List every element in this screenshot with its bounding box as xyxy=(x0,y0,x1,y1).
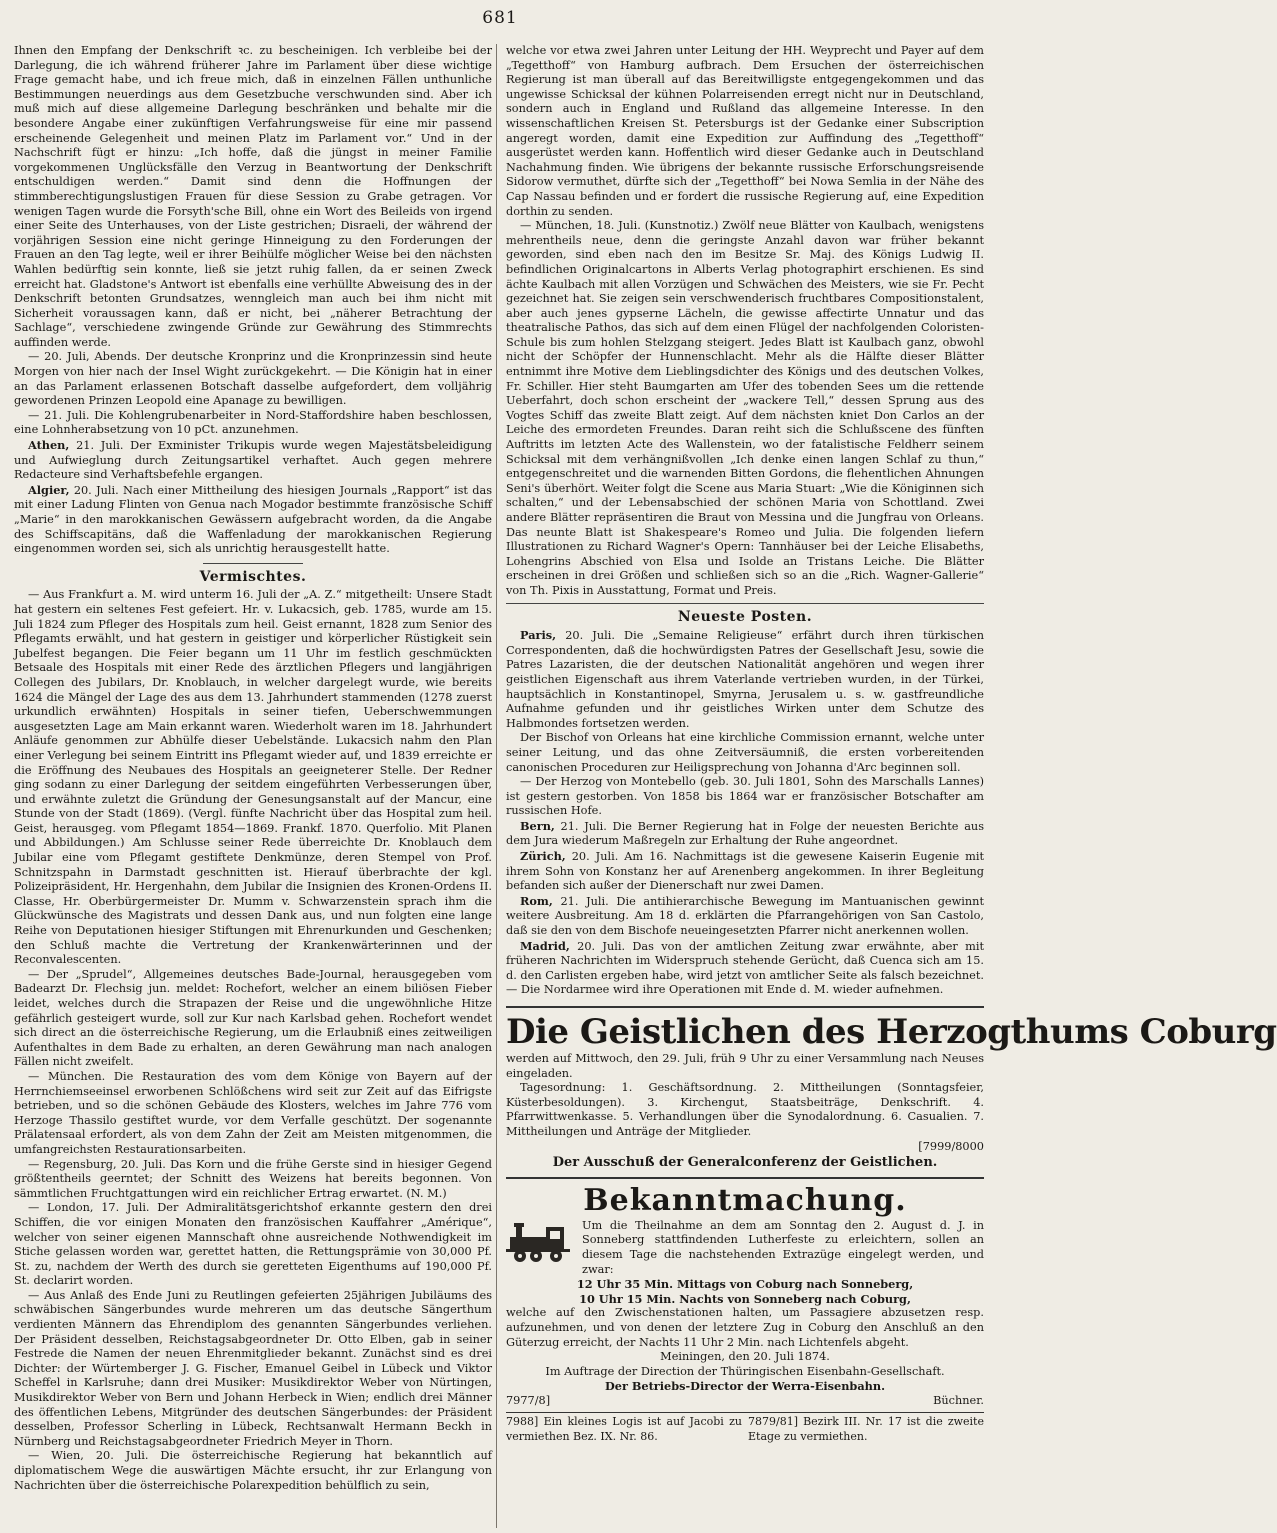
article-text: 20. Juli. Am 16. Nachmittags ist die gewesene Kaiserin Eugenie mit ihrem Sohn von Konstanz her auf Arenenberg angekommen. In ihrer Begleitung befanden sich außer der Dienerschaft nur zwei Damen. xyxy=(506,850,984,893)
article-paragraph xyxy=(506,849,984,894)
advertisement-coburg xyxy=(506,1006,1277,1171)
article-paragraph xyxy=(506,819,984,849)
article-text: 20. Juli. Das von der amtlichen Zeitung zwar erwähnte, aber mit früheren Nachrichten im Widerspruch stehende Gerücht, daß Cuenca sich am 15. d. den Carlisten ergeben habe, wird jetzt von amtlicher Seite als falsch bezeichnet. — Die Nordarmee wird ihre Operationen mit Ende d. M. wieder aufnehmen. xyxy=(506,939,984,997)
locomotive-icon xyxy=(506,1221,576,1263)
classified-ads xyxy=(506,1412,984,1444)
dateline-place: Rom, xyxy=(520,893,553,908)
left-column xyxy=(14,44,492,1528)
article-text: 21. Juli. Der Exminister Trikupis wurde wegen Majestätsbeleidigung und Aufwieglung durch Zeitungsartikel verhaftet. Auch gegen mehrere Redacteure sind Verhaftsbefehle ergangen. xyxy=(14,439,492,482)
article-paragraph: Der Bischof von Orleans hat eine kirchliche Commission ernannt, welche unter seiner Leitung, und das ohne Zeitversäumniß, die ersten vorbereitenden canonischen Proceduren zur Heiligsprechung von Johanna d'Arc beginnen soll. xyxy=(506,731,984,774)
article-paragraph: — 21. Juli. Die Kohlengrubenarbeiter in Nord-Staffordshire haben beschlossen, eine Lohnherabsetzung von 10 pCt. anzunehmen. xyxy=(14,408,492,437)
article-paragraph: — Der Herzog von Montebello (geb. 30. Juli 1801, Sohn des Marschalls Lannes) ist gestern gestorben. Von 1858 bis 1864 war er französischer Botschafter am russischen Hofe. xyxy=(506,775,984,818)
separator xyxy=(203,563,303,564)
ad-text: Um die Theilnahme an dem am Sonntag den 2. August d. J. in Sonneberg stattfindenden Lutherfeste zu erleichtern, sollen an diesem Tage die nachstehenden Extrazüge eingelegt werden, und zwar: xyxy=(582,1218,984,1276)
article-paragraph xyxy=(506,628,984,731)
article-text: 20. Juli. Nach einer Mittheilung des hiesigen Journals „Rapport“ ist das mit einer Ladung Flinten von Genua nach Mogador bestimmte französische Schiff „Marie“ in den marokkanischen Gewässern aufgebracht worden, da die Angabe des Schiffscapitäns, daß die Waffenladung der marokkanischen Regierung eingenommen worden sei, sich als unrichtig herausgestellt hatte. xyxy=(14,483,492,556)
article-text: 20. Juli. Die „Semaine Religieuse“ erfährt durch ihren türkischen Correspondenten, daß die hochwürdigsten Patres der Gesellschaft Jesu, sowie die Patres Lazaristen, die der deutschen Nationalität angehören und wegen ihrer geistlichen Eigenschaft aus ihrem Vaterlande vertrieben wurden, in der Türkei, hauptsächlich in Konstantinopel, Smyrna, Jerusalem u. s. w. gastfreundliche Aufnahme gefunden und ihr geistliches Wirken unter dem Schutze des Halbmondes fortsetzen werden. xyxy=(506,629,984,730)
ad-headline: Bekanntmachung. xyxy=(583,1182,907,1218)
article-paragraph: — Der „Sprudel“, Allgemeines deutsches Bade-Journal, herausgegeben vom Badearzt Dr. Flechsig jun. meldet: Rochefort, welcher an einem biliösen Fieber leidet, welches durch die Strapazen der Reise und die ungewöhnliche Hitze gefährlich gesteigert wurde, soll zur Kur nach Karlsbad gehen. Rochefort wendet sich direct an die österreichische Regierung, um die Erlaubniß eines zeitweiligen Aufenthaltes in dem Bade zu erhalten, an deren Gewährung man nach analogen Fällen nicht zweifelt. xyxy=(14,967,492,1069)
article-paragraph: — Wien, 20. Juli. Die österreichische Regierung hat bekanntlich auf diplomatischem Wege die auswärtigen Mächte ersucht, ihr zur Erlangung von Nachrichten über die österreichische Polarexpedition behülflich zu sein, xyxy=(14,1449,492,1492)
ad-number: [7999/8000 xyxy=(918,1139,984,1153)
article-paragraph: — London, 17. Juli. Der Admiralitätsgerichtshof erkannte gestern den drei Schiffen, die vor einigen Monaten den französischen Kauffahrer „Amérique“, welcher von seiner eigenen Mannschaft ohne ausreichende Nothwendigkeit im Stiche gelassen worden war, gerettet hatten, die Rettungsprämie von 30,000 Pf. St. zu, nachdem der Werth des durch sie geretteten Eigenthums auf 190,000 Pf. St. declarirt worden. xyxy=(14,1201,492,1288)
dateline-place: Algier, xyxy=(28,482,70,497)
ad-number: 7977/8] xyxy=(506,1393,551,1407)
dateline-place: Madrid, xyxy=(520,938,570,953)
section-title-neueste-posten: Neueste Posten. xyxy=(677,608,813,625)
ad-headline: Die Geistlichen des Herzogthums Coburg xyxy=(506,1012,1277,1052)
ad-agenda: Tagesordnung: 1. Geschäftsordnung. 2. Mittheilungen (Sonntagsfeier, Küsterbesoldungen). 3. Kirchengut, Staatsbeiträge, Denkschrift. 4. Pfarrwittwenkasse. 5. Verhandlungen über die Synodalordnung. 6. Casualien. 7. Mittheilungen und Anträge der Mitglieder. xyxy=(506,1081,984,1138)
section-title-vermischtes: Vermischtes. xyxy=(199,568,307,585)
article-paragraph: — Aus Anlaß des Ende Juni zu Reutlingen gefeierten 25jährigen Jubiläums des schwäbischen Sängerbundes wurde mehreren um das deutsche Sängerthum verdienten Männern das Ehrendiplom des genannten Sängerbundes verliehen. Der Präsident desselben, Reichstagsabgeordneter Dr. Otto Elben, gab in seiner Festrede die Namen der neuen Ehrenmitglieder bekannt. Zunächst sind es drei Dichter: der Würtemberger J. G. Fischer, Emanuel Geibel in Lübeck und Viktor Scheffel in Karlsruhe; dann drei Musiker: Musikdirektor Weber von Nürtingen, Musikdirektor Weber von Bern und Johann Herbeck in Wien; endlich drei Männer des öffentlichen Lebens, Mitgründer des deutschen Sängerbundes: der Präsident desselben, Professor Scherling in Lübeck, Rechtsanwalt Hermann Beckh in Nürnberg und Reichstagsabgeordneter Friedrich Meyer in Thorn. xyxy=(14,1288,492,1448)
right-column xyxy=(506,44,1277,1528)
classified-ad-logis: 7988] Ein kleines Logis ist auf Jacobi zu vermiethen Bez. IX. Nr. 86. xyxy=(506,1415,742,1444)
dateline-place: Paris, xyxy=(520,628,557,643)
ad-signature: Der Betriebs-Director der Werra-Eisenbahn. xyxy=(604,1379,886,1394)
ad-date: Meiningen, den 20. Juli 1874. xyxy=(660,1350,830,1364)
ad-footer xyxy=(506,1394,984,1409)
dateline-place: Zürich, xyxy=(520,849,566,864)
advertisement-bekanntmachung xyxy=(506,1177,984,1409)
article-paragraph xyxy=(14,483,492,557)
ad-text: werden auf Mittwoch, den 29. Juli, früh 9 Uhr zu einer Versammlung nach Neuses eingeladen. xyxy=(506,1052,984,1080)
article-paragraph: — Aus Frankfurt a. M. wird unterm 16. Juli der „A. Z.“ mitgetheilt: Unsere Stadt hat gestern ein seltenes Fest gefeiert. Hr. v. Lukacsich, geb. 1785, wurde am 15. Juli 1824 zum Pfleger des Hospitals zum heil. Geist ernannt, 1828 zum Senior des Pflegamts erwählt, und hat gestern in geistiger und körperlicher Rüstigkeit sein Jubelfest begangen. Die Feier begann um 11 Uhr im festlich geschmückten Betsaale des Hospitals mit einer Rede des ärztlichen Pflegers und langjährigen Collegen des Jubilars, Dr. Knoblauch, in welcher dargelegt wurde, wie bereits 1624 die Mängel der Lage des aus dem 13. Jahrhundert stammenden (1278 zuerst urkundlich erwähnten) Hospitals in seiner tiefen, Ueberschwemmungen ausgesetzten Lage am Main erkannt waren. Wiederholt waren im 18. Jahrhundert Anläufe genommen zur Abhülfe dieser Uebelstände. Lukacsich nahm den Plan einer Verlegung bei seinem Eintritt ins Pflegamt wieder auf, und 1839 erreichte er die Eröffnung des Neubaues des Hospitals an geeigneterer Stelle. Der Redner ging sodann zu einer Darlegung der seitdem eingeführten Verbesserungen über, und erwähnte zuletzt die Gründung der Genesungsanstalt auf der Mancur, eine Stunde von der Stadt (1869). (Vergl. fünfte Nachricht über das Hospital zum heil. Geist, herausgeg. vom Pflegamt 1854—1869. Frankf. 1870. Querfolio. Mit Planen und Abbildungen.) Am Schlusse seiner Rede überreichte Dr. Knoblauch dem Jubilar eine vom Pflegamt gestiftete Denkmünze, deren Stempel von Prof. Schnitzspahn in Darmstadt geschnitten ist. Hierauf überbrachte der kgl. Polizeipräsident, Hr. Hergenhahn, dem Jubilar die Insignien des Kronen-Ordens II. Classe, Hr. Oberbürgermeister Dr. Mumm v. Schwarzenstein sprach ihm die Glückwünsche des Magistrats und dessen Dank aus, und nun folgten eine lange Reihe von Deputationen hiesiger Stiftungen mit Ehrenurkunden und Geschenken; den Schluß machte die Vertretung der Krankenwärterinnen und der Reconvalescenten. xyxy=(14,588,492,967)
article-paragraph xyxy=(506,939,984,998)
ad-authority: Im Auftrage der Direction der Thüringischen Eisenbahn-Gesellschaft. xyxy=(545,1364,945,1378)
article-paragraph xyxy=(14,438,492,483)
dateline-place: Bern, xyxy=(520,818,555,833)
article-paragraph: — Regensburg, 20. Juli. Das Korn und die frühe Gerste sind in hiesiger Gegend größtentheils geerntet; der Schnitt des Weizens hat bereits begonnen. Von sämmtlichen Fruchtgattungen wird ein reichlicher Ertrag erwartet. (N. M.) xyxy=(14,1157,492,1200)
article-paragraph: welche vor etwa zwei Jahren unter Leitung der HH. Weyprecht und Payer auf dem „Tegetthoff“ von Hamburg aufbrach. Dem Ersuchen der österreichischen Regierung ist man überall auf das Bereitwilligste entgegengekommen und das ungewisse Schicksal der kühnen Polarreisenden erregt nicht nur in Deutschland, sondern auch in England und Rußland das allgemeine Interesse. In den wissenschaftlichen Kreisen St. Petersburgs ist der Gedanke einer Subscription angeregt worden, damit eine Expedition zur Auffindung des „Tegetthoff“ ausgerüstet werden kann. Hoffentlich wird dieser Gedanke auch in Deutschland Nachahmung finden. Wie übrigens der bekannte russische Erforschungsreisende Sidorow vermuthet, dürfte sich der „Tegetthoff“ bei Nowa Semlia in der Nähe des Cap Nassau befinden und er fordert die russische Regierung auf, eine Expedition dorthin zu senden. xyxy=(506,44,984,218)
dateline-place: Athen, xyxy=(28,438,70,453)
separator xyxy=(506,603,984,604)
article-paragraph xyxy=(506,894,984,939)
train-schedule-1: 12 Uhr 35 Min. Mittags von Coburg nach Sonneberg, xyxy=(576,1277,914,1292)
article-paragraph: — 20. Juli, Abends. Der deutsche Kronprinz und die Kronprinzessin sind heute Morgen von hier nach der Insel Wight zurückgekehrt. — Die Königin hat in einer an das Parlament erlassenen Botschaft dasselbe aufgefordert, dem volljährig gewordenen Prinzen Leopold eine Apanage zu bewilligen. xyxy=(14,350,492,408)
article-paragraph: Ihnen den Empfang der Denkschrift ꝛc. zu bescheinigen. Ich verbleibe bei der Darlegung, die ich während früherer Jahre im Parlament über diese wichtige Frage gemacht habe, und ich freue mich, daß in einzelnen Fällen unthunliche Bestimmungen neuerdings aus dem Gesetzbuche verschwunden sind. Aber ich muß mich auf diese allgemeine Darlegung beschränken und behalte mir die besondere Angabe einer zukünftigen Verfahrungsweise für eine mir passend erscheinende Gelegenheit und meinen Platz im Parlament vor.“ Und in der Nachschrift fügt er hinzu: „Ich hoffe, daß die jüngst in meiner Familie vorgekommenen Unglücksfälle den Verzug in Beantwortung der Denkschrift entschuldigen werden.“ Damit sind denn die Hoffnungen der stimmberechtigungslustigen Frauen für diese Session zu Grabe getragen. Vor wenigen Tagen wurde die Forsyth'sche Bill, ohne ein Wort des Beileids von irgend einer Seite des Unterhauses, von der Liste gestrichen; Disraeli, der während der vorjährigen Session eine nicht geringe Hinneigung zu den Forderungen der Frauen an den Tag legte, weil er ihrer Beihülfe möglicher Weise bei den nächsten Wahlen bedürftig sein konnte, ließ sie jetzt ruhig fallen, da er seinen Zweck erreicht hat. Gladstone's Antwort ist ebenfalls eine verhüllte Abweisung des in der Denkschrift betonten Grundsatzes, wenngleich man auch bei ihm nicht mit Sicherheit voraussagen kann, daß er nicht, bei „näherer Betrachtung der Sachlage“, verschiedene zwingende Gründe zur Gewährung des Stimmrechts auffinden werde. xyxy=(14,44,492,349)
train-schedule-2: 10 Uhr 15 Min. Nachts von Sonneberg nach Coburg, xyxy=(579,1291,911,1306)
ad-signatory: Büchner. xyxy=(933,1393,984,1407)
article-paragraph: — München. Die Restauration des vom dem Könige von Bayern auf der Herrnchiemseeinsel erworbenen Schlößchens wird seit zur Zeit auf das Eifrigste betrieben, und so die schönen Gebäude des Klosters, welches im Jahre 776 vom Herzoge Thassilo gestiftet wurde, vor dem Verfalle geschützt. Der sogenannte Prälatensaal erfordert, als von dem Zahn der Zeit am Meisten mitgenommen, die umfangreichsten Restaurationsarbeiten. xyxy=(14,1069,492,1156)
article-text: 21. Juli. Die Berner Regierung hat in Folge der neuesten Berichte aus dem Jura wiederum Maßregeln zur Erhaltung der Ruhe angeordnet. xyxy=(506,819,984,848)
column-divider xyxy=(496,44,497,1528)
page-number: 681 xyxy=(482,8,518,28)
ad-signature: Der Ausschuß der Generalconferenz der Geistlichen. xyxy=(552,1155,938,1171)
ad-text: welche auf den Zwischenstationen halten, um Passagiere abzusetzen resp. aufzunehmen, und von denen der letztere Zug in Coburg den Anschluß an den Güterzug erreicht, der Nachts 11 Uhr 2 Min. nach Lichtenfels abgeht. xyxy=(506,1306,984,1349)
classified-ad-etage: 7879/81] Bezirk III. Nr. 17 ist die zweite Etage zu vermiethen. xyxy=(748,1415,984,1444)
article-text: 21. Juli. Die antihierarchische Bewegung im Mantuanischen gewinnt weitere Ausbreitung. Am 18 d. erklärten die Pfarrangehörigen von San Castolo, daß sie den von dem Bischofe neueingesetzten Pfarrer nicht anerkennen wollen. xyxy=(506,894,984,938)
article-paragraph: — München, 18. Juli. (Kunstnotiz.) Zwölf neue Blätter von Kaulbach, wenigstens mehrentheils neue, denn die geringste Anzahl davon war früher bekannt geworden, sind eben nach den im Besitze Sr. Maj. des Königs Ludwig II. befindlichen Originalcartons in Alberts Verlag photographirt erschienen. Es sind ächte Kaulbach mit allen Vorzügen und Schwächen des Meisters, wie sie Fr. Pecht gezeichnet hat. Sie zeigen sein verschwenderisch fruchtbares Compositionstalent, aber auch jenes gypserne Lächeln, die gewisse affectirte Unnatur und das theatralische Pathos, das sich auf dem einen Flügel der nachfolgenden Coloristen-Schule bis zum hohlen Stelzgang steigert. Jedes Blatt ist Kaulbach ganz, obwohl nicht der Schöpfer der Hunnenschlacht. Mehr als die Hälfte dieser Blätter entnimmt ihre Motive dem Lieblingsdichter des Königs und des deutschen Volkes, Fr. Schiller. Hier steht Baumgarten am Ufer des tobenden Sees um die rettende Ueberfahrt, doch schon erscheint der „wackere Tell,“ dessen Sprung aus des Vogtes Schiff das zweite Blatt zeigt. Auf dem nächsten kniet Don Carlos an der Leiche des ermordeten Freundes. Daran reiht sich die Schlußscene des fünften Auftritts im letzten Acte des Wallenstein, wo der fatalistische Feldherr seinem Schicksal mit dem verhängnißvollen „Ich denke einen langen Schlaf zu thun,“ entgegenschreitet und die warnenden Bitten Gordons, die flehentlichen Ahnungen Seni's überhört. Weiter folgt die Scene aus Maria Stuart: „Wie die Königinnen sich schalten,“ und der Lebensabschied der schönen Maria von Schottland. Zwei andere Blätter repräsentiren die Braut von Messina und die Jungfrau von Orleans. Das neunte Blatt ist Shakespeare's Romeo und Julia. Die folgenden liefern Illustrationen zu Richard Wagner's Opern: Tannhäuser bei der Leiche Elisabeths, Lohengrins Abschied von Elsa und Isolde an Tristans Leiche. Die Blätter erscheinen in drei Größen und schließen sich so an die „Rich. Wagner-Gallerie“ von Th. Pixis in Ausstattung, Format und Preis. xyxy=(506,219,984,597)
